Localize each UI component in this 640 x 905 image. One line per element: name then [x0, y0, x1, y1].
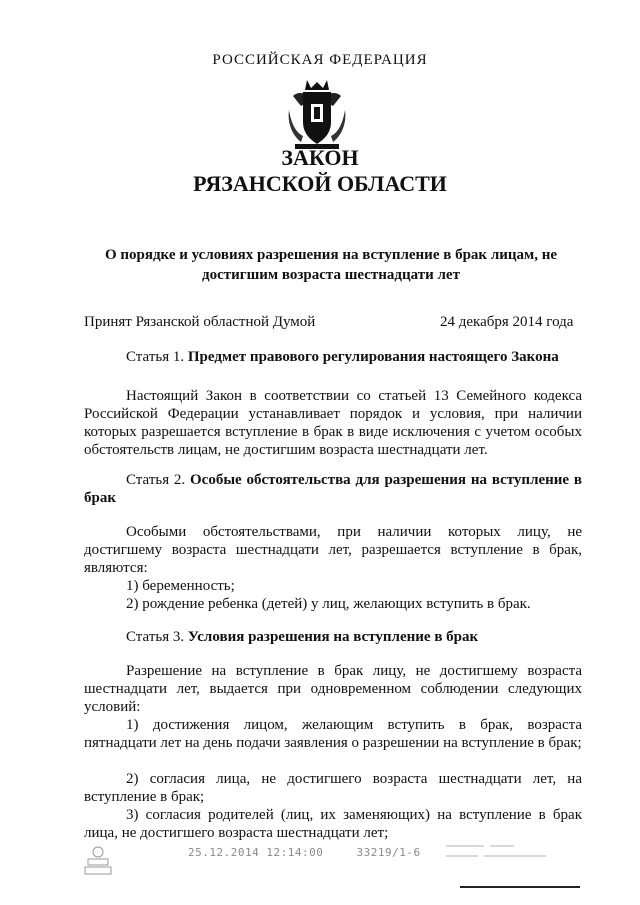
article-title: Особые обстоятельства для разрешения на вступление в брак [84, 472, 583, 506]
article-number: Статья 1. [126, 349, 185, 365]
country-heading: РОССИЙСКАЯ ФЕДЕРАЦИЯ [212, 52, 428, 68]
article-title: Предмет правового регулирования настоящего Закона [187, 349, 559, 365]
registration-footer [188, 846, 447, 859]
law-title [0, 145, 640, 197]
adopted-date: 24 декабря 2014 года [440, 314, 574, 330]
coat-of-arms-emblem [285, 76, 349, 152]
article-3-paragraph: Разрешение на вступление в брак лицу, не достигшему возраста шестнадцати лет, выдается при одновременном соблюдении следующих условий: [84, 663, 582, 715]
registry-stamp-icon [80, 842, 116, 878]
list-item: 2) согласия лица, не достигшего возраста шестнадцати лет, на вступление в брак; [84, 771, 582, 805]
page-bottom-rule [460, 886, 580, 888]
article-1-paragraph: Настоящий Закон в соответствии со статьей 13 Семейного кодекса Российской Федерации устанавливает порядок и условия, при наличии которых разрешается вступление в брак в виде исключения с учетом особых обстоятельств лицам, не достигшим возраста шестнадцати лет. [84, 388, 582, 458]
list-item: 3) согласия родителей (лиц, их заменяющих) на вступление в брак лица, не достигшего возраста шестнадцати лет; [84, 807, 582, 841]
law-title-line2: РЯЗАНСКОЙ ОБЛАСТИ [193, 171, 447, 196]
article-2-heading [84, 471, 582, 507]
article-1-heading [84, 348, 582, 366]
article-3-heading [84, 628, 582, 646]
law-subtitle: О порядке и условиях разрешения на вступление в брак лицам, не достигшим возраста шестнадцати лет [104, 247, 558, 283]
list-item: 1) достижения лицом, желающим вступить в брак, возраста пятнадцати лет на день подачи заявления о разрешении на вступление в брак; [84, 717, 582, 751]
article-title: Условия разрешения на вступление в брак [187, 629, 479, 645]
adopted-by: Принят Рязанской областной Думой [84, 314, 316, 330]
faded-stamp-icon [444, 840, 548, 862]
article-number: Статья 3. [126, 629, 185, 645]
list-item: 2) рождение ребенка (детей) у лиц, желающих вступить в брак. [126, 596, 531, 612]
list-item: 1) беременность; [126, 578, 235, 594]
article-number: Статья 2. [126, 472, 186, 488]
law-title-line1: ЗАКОН [281, 145, 359, 170]
article-2-paragraph: Особыми обстоятельствами, при наличии которых лицу, не достигшему возраста шестнадцати лет, разрешается вступление в брак, являются: [84, 524, 582, 576]
registration-timestamp: 25.12.2014 12:14:00 [188, 846, 324, 859]
registration-number: 33219/1-6 [356, 846, 421, 859]
